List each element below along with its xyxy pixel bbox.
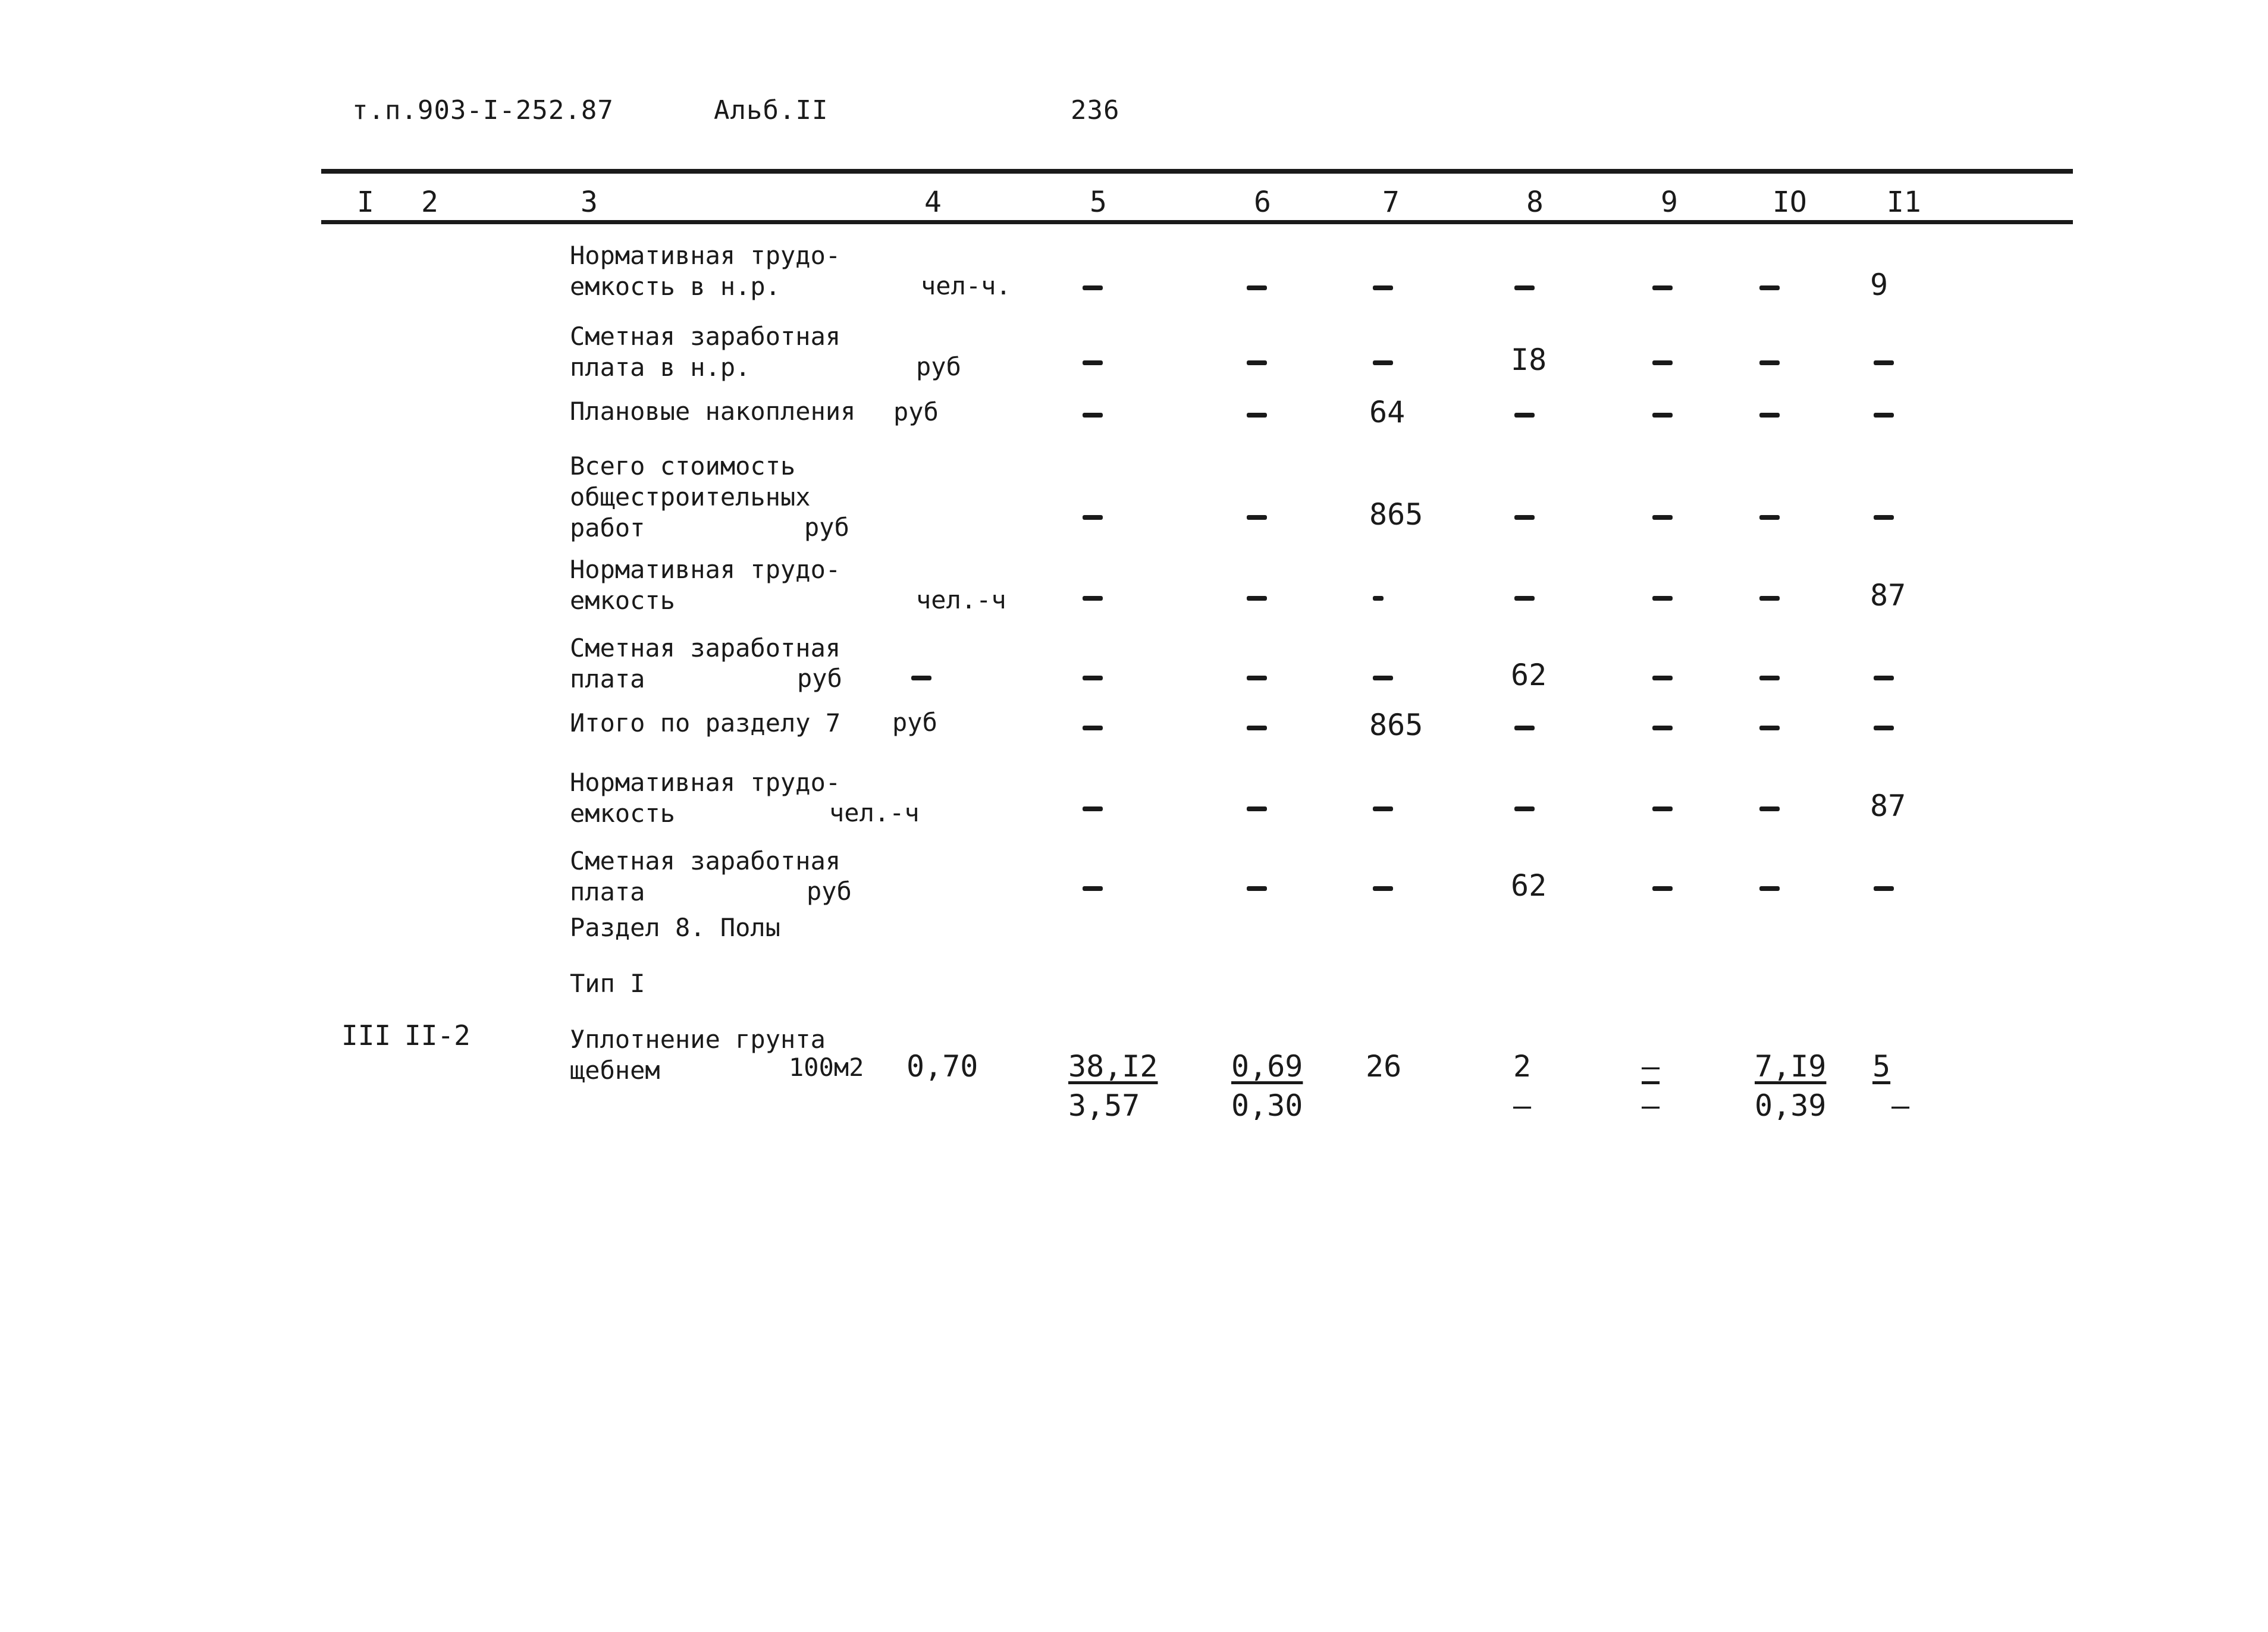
row-unit: чел.-ч: [829, 798, 920, 827]
header-bottom-rule: [321, 220, 2073, 224]
row-unit: руб: [797, 664, 842, 693]
item-c8-bottom: –: [1513, 1088, 1532, 1123]
cell-value: 62: [1511, 658, 1547, 692]
item-position: III: [341, 1019, 391, 1052]
empty-value-dash: [1514, 285, 1535, 290]
column-number-10: IO: [1773, 186, 1807, 219]
empty-value-dash: [1514, 413, 1535, 418]
row-description: Сметная заработная плата в н.р.: [570, 322, 841, 382]
row-description: Нормативная трудо- емкость в н.р.: [570, 241, 841, 301]
item-c5-top: 38,I2: [1068, 1049, 1158, 1084]
cell-value: 87: [1870, 789, 1906, 823]
empty-value-dash: [1759, 285, 1780, 290]
empty-value-dash: [1759, 726, 1780, 730]
empty-value-dash: [1083, 413, 1103, 418]
column-number-4: 4: [924, 186, 942, 219]
empty-value-dash: [1759, 596, 1780, 601]
page-number: 236: [1071, 95, 1120, 125]
item-c11-bottom: –: [1891, 1088, 1910, 1123]
empty-value-dash: [1083, 515, 1103, 520]
item-description: Уплотнение грунта щебнем: [570, 1025, 826, 1085]
empty-value-dash: [1373, 596, 1384, 601]
item-quantity: 0,70: [906, 1049, 978, 1084]
empty-value-dash: [1373, 285, 1393, 290]
column-number-5: 5: [1090, 186, 1107, 219]
row-description: Сметная заработная плата: [570, 846, 841, 906]
row-description: Сметная заработная плата: [570, 633, 841, 693]
empty-value-dash: [1874, 726, 1894, 730]
empty-value-dash: [1083, 596, 1103, 601]
empty-value-dash: [1874, 676, 1894, 680]
empty-value-dash: [1652, 676, 1673, 680]
row-unit: руб: [807, 877, 852, 906]
empty-value-dash: [1083, 726, 1103, 730]
item-c9-top: –: [1642, 1049, 1660, 1084]
row-unit: руб: [892, 708, 937, 737]
cell-value: 64: [1369, 395, 1406, 429]
empty-value-dash: [1874, 515, 1894, 520]
empty-value-dash: [1652, 726, 1673, 730]
item-c10-bottom: 0,39: [1755, 1088, 1827, 1123]
empty-value-dash: [1652, 360, 1673, 365]
item-c11-top: 5: [1872, 1049, 1891, 1084]
column-number-9: 9: [1661, 186, 1678, 219]
empty-value-dash: [1652, 806, 1673, 811]
section-title: Раздел 8. Полы: [570, 913, 781, 942]
row-description: Нормативная трудо- емкость: [570, 555, 841, 615]
item-c7: 26: [1366, 1049, 1402, 1084]
empty-value-dash: [1247, 596, 1267, 601]
row-unit: чел-ч.: [921, 271, 1011, 300]
empty-value-dash: [1083, 806, 1103, 811]
cell-value: 62: [1511, 868, 1547, 903]
empty-value-dash: [1514, 515, 1535, 520]
cell-value: 87: [1870, 578, 1906, 613]
column-number-3: 3: [581, 186, 598, 219]
empty-value-dash: [1247, 515, 1267, 520]
empty-value-dash: [1514, 596, 1535, 601]
empty-value-dash: [1759, 886, 1780, 891]
empty-value-dash: [1247, 886, 1267, 891]
empty-value-dash: [1247, 413, 1267, 418]
empty-value-dash: [1759, 515, 1780, 520]
row-unit: чел.-ч: [916, 585, 1006, 614]
row-description: Всего стоимость общестроительных работ: [570, 451, 811, 542]
cell-value: 9: [1870, 268, 1889, 302]
item-c8-top: 2: [1513, 1049, 1532, 1084]
row-description: Нормативная трудо- емкость: [570, 768, 841, 828]
empty-value-dash: [1247, 360, 1267, 365]
column-number-8: 8: [1526, 186, 1544, 219]
empty-value-dash: [1083, 285, 1103, 290]
empty-value-dash: [1247, 806, 1267, 811]
row-unit: руб: [804, 513, 849, 542]
empty-value-dash: [1759, 360, 1780, 365]
column-number-6: 6: [1254, 186, 1271, 219]
empty-value-dash: [911, 676, 931, 680]
top-rule: [321, 169, 2073, 174]
empty-value-dash: [1083, 886, 1103, 891]
empty-value-dash: [1652, 886, 1673, 891]
item-c9-bottom: –: [1642, 1088, 1660, 1123]
album-number: Альб.II: [714, 95, 829, 125]
empty-value-dash: [1247, 285, 1267, 290]
item-unit: 100м2: [789, 1053, 864, 1082]
section-subtitle: Тип I: [570, 969, 645, 998]
column-number-1: I: [357, 186, 374, 219]
item-c6-bottom: 0,30: [1231, 1088, 1303, 1123]
cell-value: 865: [1369, 497, 1423, 532]
empty-value-dash: [1373, 806, 1393, 811]
document-code: т.п.903-I-252.87: [352, 95, 614, 125]
empty-value-dash: [1652, 413, 1673, 418]
empty-value-dash: [1247, 726, 1267, 730]
empty-value-dash: [1373, 886, 1393, 891]
empty-value-dash: [1373, 360, 1393, 365]
empty-value-dash: [1373, 676, 1393, 680]
empty-value-dash: [1652, 515, 1673, 520]
row-unit: руб: [916, 352, 961, 381]
empty-value-dash: [1083, 676, 1103, 680]
empty-value-dash: [1759, 806, 1780, 811]
empty-value-dash: [1874, 413, 1894, 418]
empty-value-dash: [1083, 360, 1103, 365]
empty-value-dash: [1247, 676, 1267, 680]
cell-value: I8: [1511, 343, 1547, 377]
row-description: Плановые накопления: [570, 397, 856, 426]
empty-value-dash: [1759, 413, 1780, 418]
column-number-2: 2: [421, 186, 438, 219]
item-c5-bottom: 3,57: [1068, 1088, 1140, 1123]
item-c6-top: 0,69: [1231, 1049, 1303, 1084]
empty-value-dash: [1874, 886, 1894, 891]
item-code: II-2: [404, 1019, 470, 1052]
item-c10-top: 7,I9: [1755, 1049, 1827, 1084]
cell-value: 865: [1369, 708, 1423, 742]
column-number-11: I1: [1887, 186, 1921, 219]
empty-value-dash: [1514, 806, 1535, 811]
empty-value-dash: [1652, 596, 1673, 601]
empty-value-dash: [1514, 726, 1535, 730]
empty-value-dash: [1874, 360, 1894, 365]
row-unit: руб: [893, 397, 939, 426]
empty-value-dash: [1652, 285, 1673, 290]
column-number-7: 7: [1382, 186, 1400, 219]
empty-value-dash: [1759, 676, 1780, 680]
row-description: Итого по разделу 7: [570, 708, 841, 737]
